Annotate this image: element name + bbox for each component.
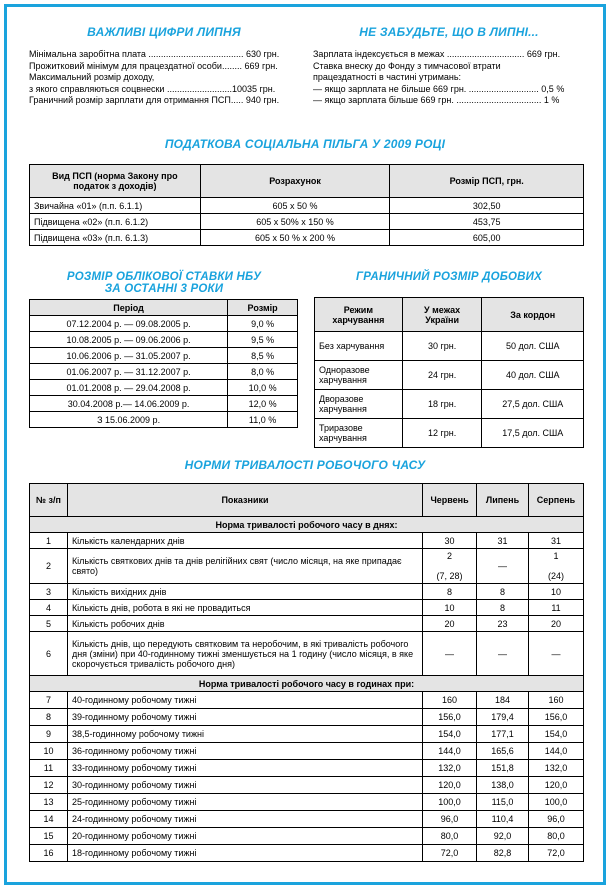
table-cell: 38,5-годинному робочому тижні [67,726,422,743]
column-header: Розмір [228,300,298,316]
table-row [30,760,584,777]
table-cell: 110,4 [477,811,529,828]
table-cell: 4 [30,600,68,616]
table-cell: — [423,632,477,676]
table-cell: Кількість днів, робота в які не провадиться [67,600,422,616]
table-cell: 156,0 [529,709,584,726]
july-figures-title: ВАЖЛИВІ ЦИФРИ ЛИПНЯ [87,25,241,39]
table-cell: 20 [529,616,584,632]
table-cell: — [477,632,529,676]
table-cell: 31 [477,533,529,549]
table-row [30,632,584,676]
table-cell: 605 х 50 % х 200 % [200,230,390,246]
table-cell: 132,0 [423,760,477,777]
table-cell: 80,0 [529,828,584,845]
section-header: Норма тривалості робочого часу в годинах при: [30,676,584,692]
table-row [30,600,584,616]
table-cell: 453,75 [390,214,584,230]
table-cell: Дворазове харчування [315,390,403,419]
table-row [30,743,584,760]
reminder-line: працездатності в частині утримань: [313,72,462,82]
column-header: Режим харчування [315,298,403,332]
table-cell: 40 дол. США [482,361,584,390]
table-row [30,533,584,549]
table-cell: 01.01.2008 р. — 29.04.2008 р. [30,380,228,396]
table-cell: 1 [30,533,68,549]
table-cell: 20 [423,616,477,632]
table-cell: 10.08.2005 р. — 09.06.2006 р. [30,332,228,348]
table-cell: 33-годинному робочому тижні [67,760,422,777]
nbu-title-line2: ЗА ОСТАННІ 3 РОКИ [104,283,224,295]
table-cell: 12 грн. [402,419,482,448]
table-cell: 72,0 [423,845,477,862]
table-cell: 179,4 [477,709,529,726]
table-cell: 120,0 [423,777,477,794]
table-row [30,230,584,246]
table-cell: Кількість вихідних днів [67,584,422,600]
table-row [30,364,298,380]
table-cell: З 15.06.2009 р. [30,412,228,428]
table-row [315,419,584,448]
column-header: Період [30,300,228,316]
table-cell: 177,1 [477,726,529,743]
table-cell: 10 [529,584,584,600]
table-cell: 12,0 % [228,396,298,412]
table-cell: 30.04.2008 р.— 14.06.2009 р. [30,396,228,412]
table-cell: 8 [477,584,529,600]
table-cell: Звичайна «01» (п.п. 6.1.1) [30,198,201,214]
table-cell: 18 грн. [402,390,482,419]
table-cell: 10.06.2006 р. — 31.05.2007 р. [30,348,228,364]
table-cell: 605 х 50% х 150 % [200,214,390,230]
column-header: № з/п [30,484,68,517]
table-cell: 11,0 % [228,412,298,428]
table-cell: 10,0 % [228,380,298,396]
table-cell: 115,0 [477,794,529,811]
column-header: У межах України [402,298,482,332]
table-cell: 7 [30,692,68,709]
table-cell: Кількість календарних днів [67,533,422,549]
table-row [30,709,584,726]
column-header: Вид ПСП (норма Закону про податок з доходів) [30,165,201,198]
table-row [30,692,584,709]
table-cell: Підвищена «02» (п.п. 6.1.2) [30,214,201,230]
table-cell: 12 [30,777,68,794]
table-cell: 605,00 [390,230,584,246]
table-cell: 154,0 [529,726,584,743]
nbu-title-line1: РОЗМІР ОБЛІКОВОЇ СТАВКИ НБУ [66,271,262,283]
column-header: Показники [67,484,422,517]
table-row [30,549,584,584]
reminder-line: — якщо зарплата не більше 669 грн. ............................ 0,5 % [313,83,565,94]
table-cell: 13 [30,794,68,811]
per-diem-table [314,297,584,448]
table-cell: 72,0 [529,845,584,862]
page-frame [4,4,606,885]
table-cell: 17,5 дол. США [482,419,584,448]
table-row [30,412,298,428]
table-cell: 100,0 [529,794,584,811]
column-header: Червень [423,484,477,517]
table-cell: 8 [423,584,477,600]
table-cell: 27,5 дол. США [482,390,584,419]
july-figure-line: Граничний розмір зарплати для отримання ПСП..... 940 грн. [29,95,280,105]
section-header: Норма тривалості робочого часу в днях: [30,517,584,533]
july-figure-line: Мінімальна заробітна плата ...................................... 630 грн. [29,49,280,59]
table-cell: 10 [423,600,477,616]
table-cell: 100,0 [423,794,477,811]
table-cell: Кількість днів, що передують святковим та неробочим, в які тривалість робочого дня (зміни) при 40-годинному тижні зменшується на 1 годину (число місяця, в яке скорочується тривалість робочого дня) [67,632,422,676]
table-cell: 24-годинному робочому тижні [67,811,422,828]
reminders-section [313,25,585,107]
table-cell: 120,0 [529,777,584,794]
table-cell: Триразове харчування [315,419,403,448]
reminder-line: Ставка внеску до Фонду з тимчасової втрати [313,60,501,71]
table-cell: 30-годинному робочому тижні [67,777,422,794]
table-row [30,794,584,811]
table-cell: 01.06.2007 р. — 31.12.2007 р. [30,364,228,380]
table-cell: 82,8 [477,845,529,862]
norms-title: НОРМИ ТРИВАЛОСТІ РОБОЧОГО ЧАСУ [184,458,426,472]
table-row [30,380,298,396]
table-row [30,845,584,862]
table-cell: 8,0 % [228,364,298,380]
reminders-title: НЕ ЗАБУДЬТЕ, ЩО В ЛИПНІ... [359,25,539,39]
column-header: За кордон [482,298,584,332]
table-row [30,348,298,364]
table-row [30,584,584,600]
nbu-title [29,271,299,295]
table-cell: 160 [423,692,477,709]
table-cell: 156,0 [423,709,477,726]
table-cell: 50 дол. США [482,332,584,361]
reminder-line: Зарплата індексується в межах ............................... 669 грн. [313,49,561,59]
table-cell: 160 [529,692,584,709]
table-row [315,332,584,361]
table-cell: 07.12.2004 р. — 09.08.2005 р. [30,316,228,332]
table-row [30,214,584,230]
table-cell: 36-годинному робочому тижні [67,743,422,760]
table-cell: 11 [529,600,584,616]
table-cell: 138,0 [477,777,529,794]
july-figure-line: з якого справляються соцвнески ..........................10035 грн. [29,83,276,94]
psp-title: ПОДАТКОВА СОЦІАЛЬНА ПІЛЬГА У 2009 РОЦІ [164,137,446,151]
table-row [30,811,584,828]
table-row [30,777,584,794]
table-cell: 154,0 [423,726,477,743]
table-cell: 8 [30,709,68,726]
table-cell: 30 [423,533,477,549]
table-cell: 184 [477,692,529,709]
table-cell: 25-годинному робочому тижні [67,794,422,811]
table-cell: 6 [30,632,68,676]
table-cell: 20-годинному робочому тижні [67,828,422,845]
table-cell: Підвищена «03» (п.п. 6.1.3) [30,230,201,246]
table-cell: 96,0 [423,811,477,828]
table-row [315,361,584,390]
july-figure-line: Максимальний розмір доходу, [29,72,155,82]
table-cell: 9,0 % [228,316,298,332]
table-cell: — [529,632,584,676]
table-cell: 16 [30,845,68,862]
table-cell: 9 [30,726,68,743]
table-cell: 18-годинному робочому тижні [67,845,422,862]
table-cell: Кількість робочих днів [67,616,422,632]
nbu-rate-table [29,299,298,428]
table-cell: 40-годинному робочому тижні [67,692,422,709]
july-figure-line: Прожитковий мінімум для працездатної особи........ 669 грн. [29,60,278,71]
table-row [315,390,584,419]
table-cell: 15 [30,828,68,845]
psp-table [29,164,584,246]
table-cell: 96,0 [529,811,584,828]
column-header: Липень [477,484,529,517]
table-cell: Без харчування [315,332,403,361]
column-header: Розрахунок [200,165,390,198]
table-cell: 1 (24) [529,549,584,584]
table-cell: 80,0 [423,828,477,845]
table-cell: 2 (7, 28) [423,549,477,584]
section-row [30,676,584,692]
table-cell: 8 [477,600,529,616]
july-figures-list [29,49,299,107]
table-cell: 2 [30,549,68,584]
table-cell: 302,50 [390,198,584,214]
table-row [30,726,584,743]
column-header: Розмір ПСП, грн. [390,165,584,198]
table-cell: 30 грн. [402,332,482,361]
table-row [30,396,298,412]
table-cell: 31 [529,533,584,549]
table-row [30,828,584,845]
table-cell: Кількість святкових днів та днів релігійних свят (число місяця, на яке припадає свято) [67,549,422,584]
table-cell: 605 х 50 % [200,198,390,214]
table-cell: 9,5 % [228,332,298,348]
table-cell: 23 [477,616,529,632]
reminder-line: — якщо зарплата більше 669 грн. .................................. 1 % [313,95,560,105]
table-cell: 151,8 [477,760,529,777]
table-cell: 3 [30,584,68,600]
table-cell: Одноразове харчування [315,361,403,390]
table-cell: 144,0 [423,743,477,760]
table-cell: 8,5 % [228,348,298,364]
working-time-table [29,483,584,862]
table-cell: 144,0 [529,743,584,760]
section-row [30,517,584,533]
table-cell: 10 [30,743,68,760]
table-cell: 39-годинному робочому тижні [67,709,422,726]
july-figures-section [29,25,299,107]
table-row [30,316,298,332]
table-cell: 132,0 [529,760,584,777]
table-cell: 11 [30,760,68,777]
column-header: Серпень [529,484,584,517]
dobovi-title: ГРАНИЧНИЙ РОЗМІР ДОБОВИХ [356,271,542,283]
table-cell: 165,6 [477,743,529,760]
table-row [30,332,298,348]
table-cell: — [477,549,529,584]
table-row [30,198,584,214]
table-cell: 14 [30,811,68,828]
table-row [30,616,584,632]
table-cell: 24 грн. [402,361,482,390]
table-cell: 5 [30,616,68,632]
reminders-list [313,49,585,107]
table-cell: 92,0 [477,828,529,845]
